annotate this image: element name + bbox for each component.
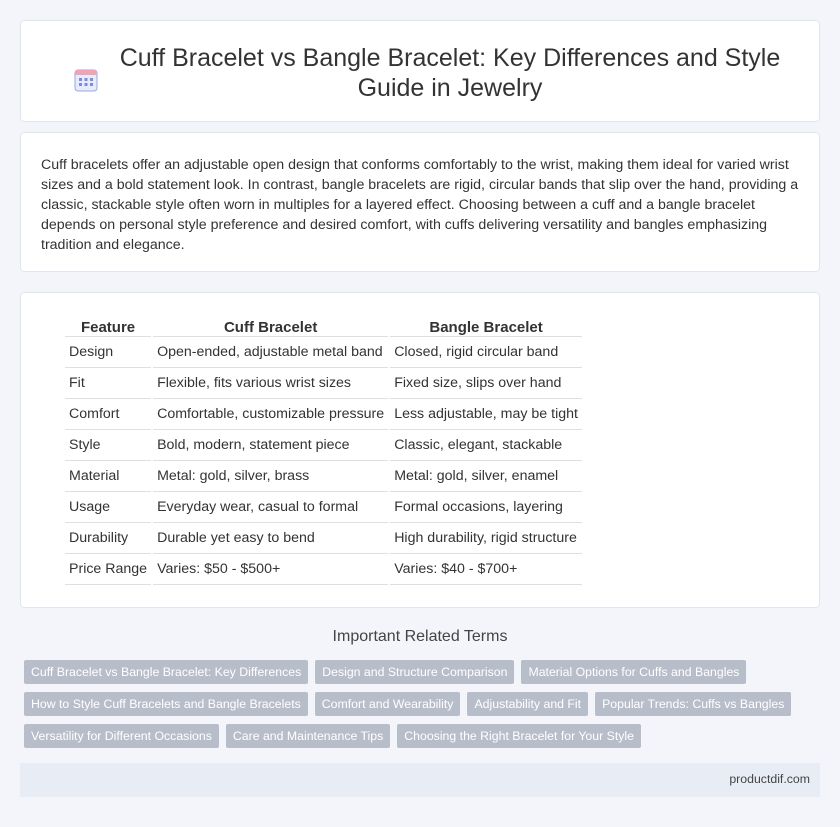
table-row — [65, 430, 582, 461]
table-header-row — [65, 315, 582, 337]
cell-feature: Comfort — [65, 399, 151, 430]
cell-cuff: Metal: gold, silver, brass — [153, 461, 388, 492]
table-row — [65, 461, 582, 492]
cell-feature: Durability — [65, 523, 151, 554]
table-row — [65, 368, 582, 399]
cell-cuff: Open-ended, adjustable metal band — [153, 337, 388, 368]
cell-feature: Usage — [65, 492, 151, 523]
related-term-tag[interactable]: Popular Trends: Cuffs vs Bangles — [595, 692, 791, 716]
cell-bangle: Fixed size, slips over hand — [390, 368, 582, 399]
intro-paragraph: Cuff bracelets offer an adjustable open design that conforms comfortably to the wrist, making them ideal for varied wrist sizes and a bold statement look. In contrast, bangle bracelets are rigid, circular bands that slip over the hand, providing a classic, stackable style often worn in multiples for a layered effect. Choosing between a cuff and a bangle bracelet depends on personal style preference and desired comfort, with cuffs delivering versatility and bangles emphasizing tradition and elegance. — [41, 157, 799, 253]
cell-feature: Fit — [65, 368, 151, 399]
calendar-grid-icon — [73, 67, 99, 93]
cell-cuff: Durable yet easy to bend — [153, 523, 388, 554]
related-terms-row — [24, 692, 804, 716]
cell-cuff: Everyday wear, casual to formal — [153, 492, 388, 523]
title-card — [20, 20, 820, 122]
footer-site: productdif.com — [729, 772, 810, 786]
related-term-tag[interactable]: Versatility for Different Occasions — [24, 724, 219, 748]
header-feature: Feature — [65, 315, 151, 337]
related-term-tag[interactable]: Care and Maintenance Tips — [226, 724, 390, 748]
related-term-tag[interactable]: Adjustability and Fit — [467, 692, 588, 716]
table-row — [65, 492, 582, 523]
related-terms-row — [24, 660, 804, 684]
cell-cuff: Bold, modern, statement piece — [153, 430, 388, 461]
cell-bangle: Formal occasions, layering — [390, 492, 582, 523]
table-row — [65, 399, 582, 430]
related-term-tag[interactable]: Design and Structure Comparison — [315, 660, 514, 684]
cell-bangle: Varies: $40 - $700+ — [390, 554, 582, 585]
table-row — [65, 337, 582, 368]
cell-bangle: Classic, elegant, stackable — [390, 430, 582, 461]
cell-feature: Design — [65, 337, 151, 368]
related-term-tag[interactable]: Comfort and Wearability — [315, 692, 461, 716]
related-terms-list — [24, 660, 804, 756]
cell-feature: Material — [65, 461, 151, 492]
cell-cuff: Varies: $50 - $500+ — [153, 554, 388, 585]
cell-feature: Price Range — [65, 554, 151, 585]
cell-bangle: Less adjustable, may be tight — [390, 399, 582, 430]
cell-bangle: Closed, rigid circular band — [390, 337, 582, 368]
header-bangle: Bangle Bracelet — [390, 315, 582, 337]
cell-cuff: Flexible, fits various wrist sizes — [153, 368, 388, 399]
cell-feature: Style — [65, 430, 151, 461]
cell-bangle: Metal: gold, silver, enamel — [390, 461, 582, 492]
cell-bangle: High durability, rigid structure — [390, 523, 582, 554]
related-term-tag[interactable]: Cuff Bracelet vs Bangle Bracelet: Key Differences — [24, 660, 308, 684]
related-term-tag[interactable]: Material Options for Cuffs and Bangles — [521, 660, 746, 684]
related-term-tag[interactable]: How to Style Cuff Bracelets and Bangle Bracelets — [24, 692, 308, 716]
comparison-table — [63, 315, 584, 585]
header-cuff: Cuff Bracelet — [153, 315, 388, 337]
table-row — [65, 554, 582, 585]
cell-cuff: Comfortable, customizable pressure — [153, 399, 388, 430]
table-row — [65, 523, 582, 554]
related-term-tag[interactable]: Choosing the Right Bracelet for Your Style — [397, 724, 641, 748]
footer — [20, 763, 820, 797]
page-title: Cuff Bracelet vs Bangle Bracelet: Key Differences and Style Guide in Jewelry — [119, 44, 781, 102]
intro-card — [20, 132, 820, 272]
comparison-card — [20, 292, 820, 608]
related-terms-title: Important Related Terms — [332, 628, 508, 645]
related-terms-row — [24, 724, 804, 748]
